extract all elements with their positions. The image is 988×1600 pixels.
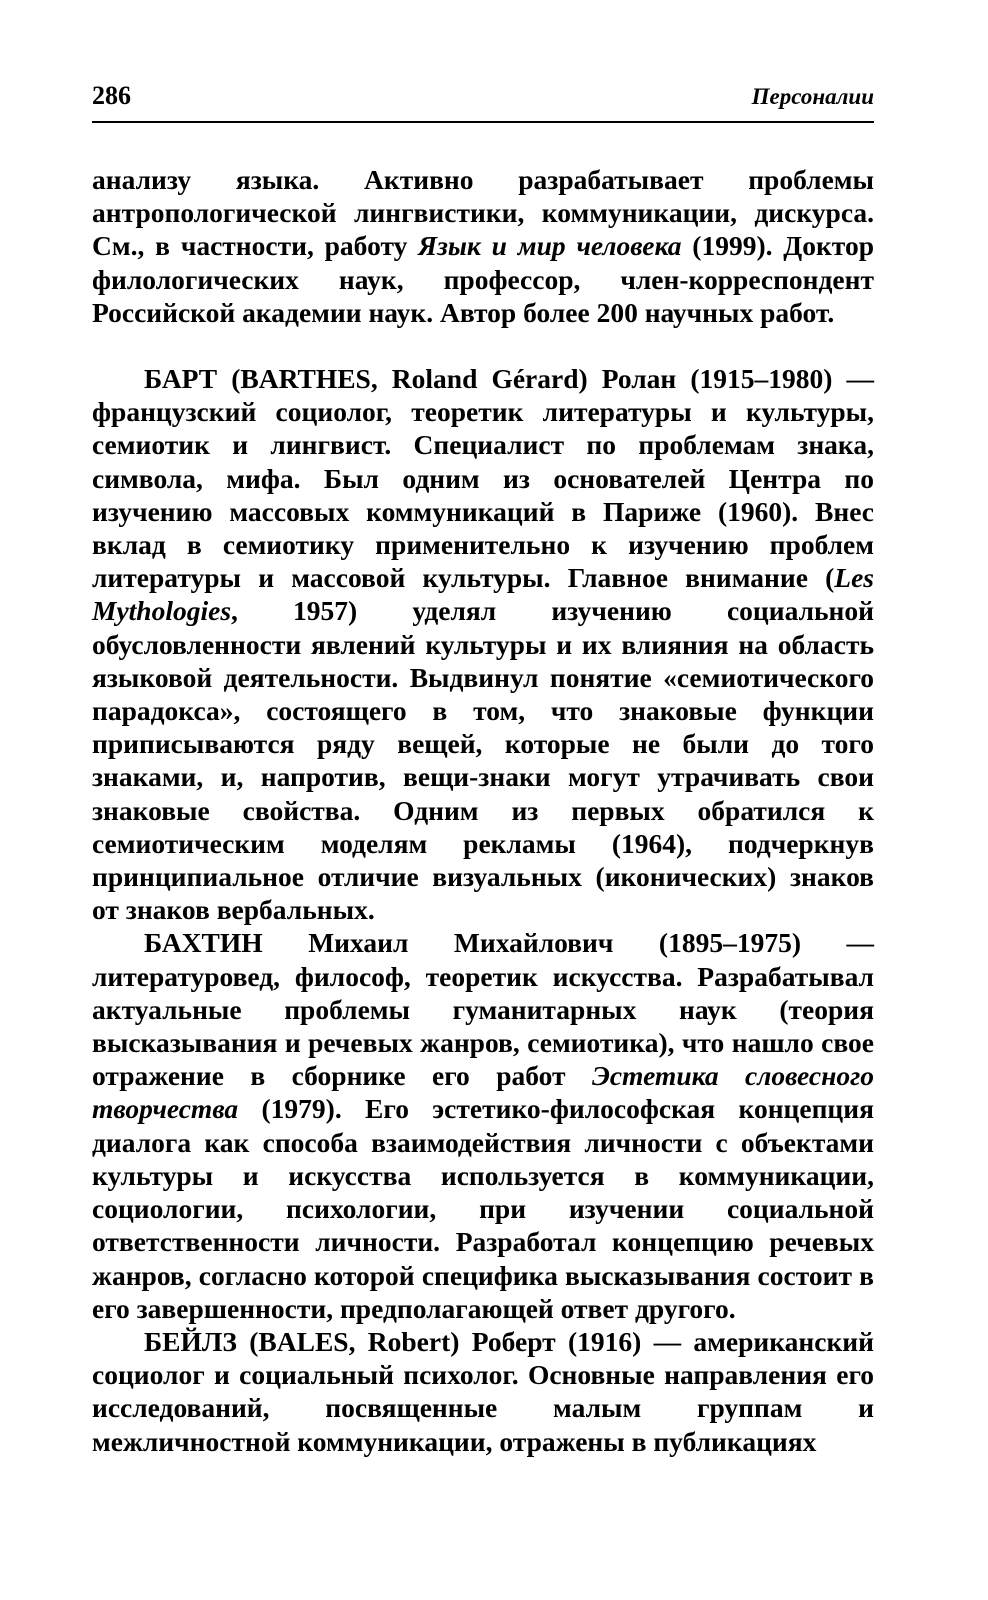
entry-bakhtin [92, 926, 874, 1324]
entry-work-title: Les Mythologies [92, 562, 874, 627]
entry-name: Ролан [601, 363, 677, 395]
header-rule [92, 121, 874, 123]
entry-text-1 [263, 927, 309, 958]
page-number: 286 [92, 81, 131, 110]
entry-text-3: , 1957) уделял изучению социальной обусловленности явлений культуры и их влияния на область языковой деятельности. Выдвинул понятие «семиотического парадокса», состоящего в том, что знаковые функции приписываются ряду вещей, которые не были до того знаками, и, напротив, вещи-знаки могут утрачивать свои знаковые свойства. Одним из первых обратился к семиотическим моделям рекламы (1964), подчеркнув принципиальное отличие визуальных (иконических) знаков от знаков вербальных. [92, 595, 874, 926]
entry-name: Михаил Михайлович [308, 927, 614, 959]
intro-work-title: Язык и мир человека [418, 230, 682, 262]
book-page [92, 78, 874, 1458]
entry-bales [92, 1325, 874, 1458]
entry-text-1: (BALES, Robert) [236, 1325, 472, 1357]
entry-text-2: (1915–1980) — французский социолог, теоретик литературы и культуры, семиотик и лингвист. Специалист по проблемам знака, символа, мифа. Был одним из основателей Центра по изучению массовых коммуникаций в Париже (1960). Внес вклад в семиотику применительно к изучению проблем литературы и массовой культуры. Главное внимание ( [92, 363, 874, 594]
body-text [92, 163, 874, 1458]
running-header [92, 78, 874, 117]
entry-name: Роберт [471, 1325, 556, 1357]
entry-headword: БЕЙЛЗ [144, 1325, 237, 1357]
entry-text-2: (1895–1975) — литературовед, философ, теоретик искусства. Разрабатывал актуальные проблемы гуманитарных наук (теория высказывания и речевых жанров, семиотика), что нашло свое отражение в сборнике его работ [92, 927, 874, 1092]
intro-text-2: (1999). Доктор филологических наук, профессор, член-корреспондент Российской академии наук. Автор более 200 научных работ. [92, 230, 874, 328]
entry-headword: БАРТ [144, 363, 218, 395]
intro-text-1: анализу языка. Активно разрабатывает проблемы антропологической лингвистики, коммуникации, дискурса. См., в частности, работу [92, 164, 874, 262]
entry-text-2: (1916) — американский социолог и социальный психолог. Основные направления его исследований, посвященные малым группам и межличностной коммуникации, отражены в публикациях [92, 1325, 874, 1457]
entry-barthes [92, 362, 874, 926]
entry-text-1: (BARTHES, Roland Gérard) [217, 363, 602, 395]
intro-paragraph [92, 163, 874, 329]
section-title: Персоналии [751, 84, 874, 109]
entry-work-title: Эстетика словесного творчества [92, 1060, 875, 1125]
entry-text-3: (1979). Его эстетико-философская концепция диалога как способа взаимодействия личности с объектами культуры и искусства используется в коммуникации, социологии, психологии, при изучении социальной ответственности личности. Разработал концепцию речевых жанров, согласно которой специфика высказывания состоит в его завершенности, предполагающей ответ другого. [92, 1093, 874, 1324]
entry-headword: БАХТИН [144, 927, 263, 959]
